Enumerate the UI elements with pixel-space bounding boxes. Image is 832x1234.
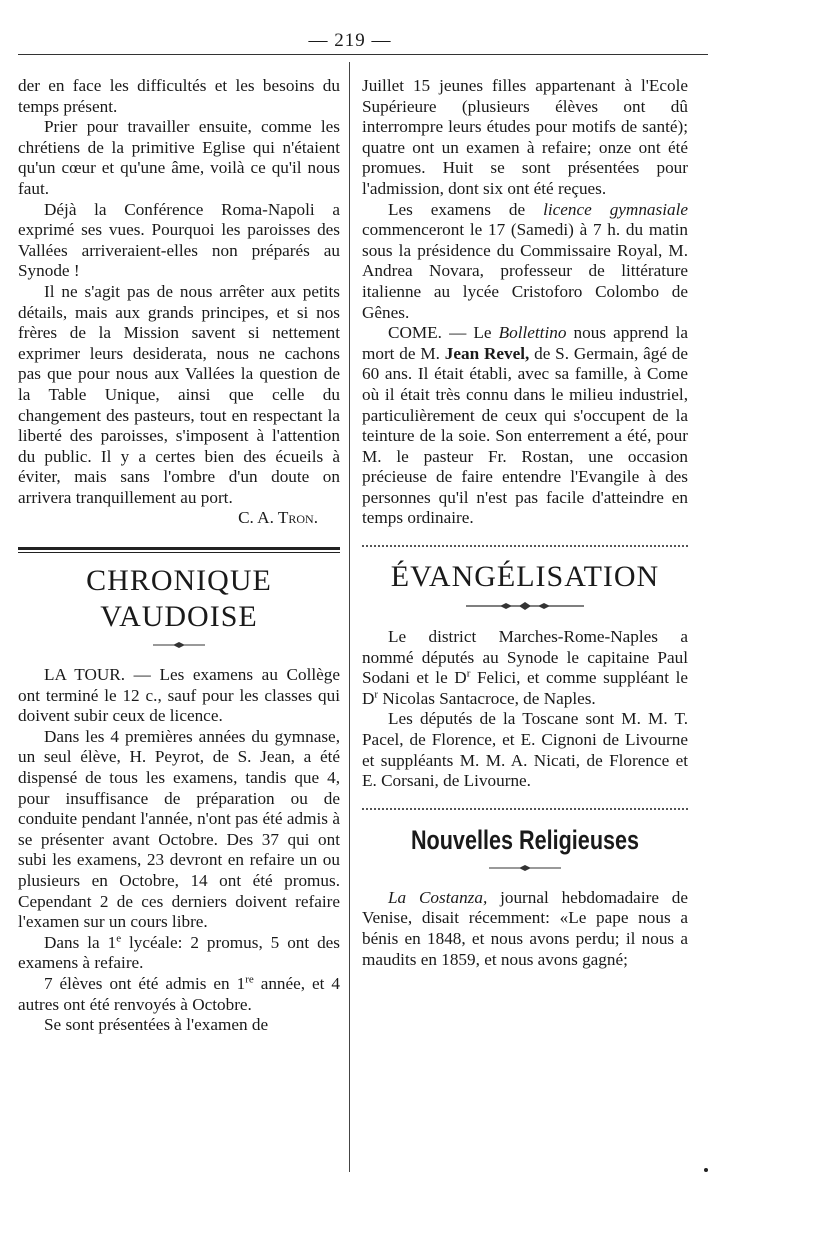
- ornament-divider-icon: [485, 864, 565, 872]
- paragraph: La Costanza, journal hebdomadaire de Venise, disait récemment: «Le pape nous a bénis en 1848, et nous avons perdu; il nous a maudits en 1859, et nous avons gagné;: [362, 887, 688, 969]
- paragraph: COME. — Le Bollettino nous apprend la mort de M. Jean Revel, de S. Germain, âgé de 60 ans. Il était établi, avec sa famille, à Come où il était très connu dans le milieu industriel, particulièrement de ceux qui s'occupent de la teinture de la soie. Son enterrement a été, pour M. le pasteur Fr. Rostan, une occasion précieuse de faire entendre l'Evangile à des personnes qu'il n'est pas facile d'atteindre en temps ordinaire.: [362, 323, 688, 528]
- section-rule: [18, 547, 340, 553]
- paragraph: Dans la 1e lycéale: 2 promus, 5 ont des examens à refaire.: [18, 932, 340, 973]
- section-rule: [362, 545, 688, 547]
- page-header: [0, 26, 832, 66]
- section-title-evangelisation: ÉVANGÉLISATION: [390, 560, 660, 594]
- section-title-chronique: CHRONIQUE VAUDOISE: [86, 564, 272, 634]
- paragraph: der en face les difficultés et les besoins du temps présent.: [18, 76, 340, 116]
- paragraph: Se sont présentées à l'examen de: [44, 1015, 269, 1035]
- paragraph: 7 élèves ont été admis en 1re année, et 4 autres ont été renvoyés à Octobre.: [18, 973, 340, 1014]
- paragraph: Il ne s'agit pas de nous arrêter aux petits détails, mais aux grands principes, et si nos frères de la Mission savent si nettement exprimer leurs desiderata, nous ne cachons pas que pour nous aux Vallées la question de la Table Unique, ainsi que celle du changement des pasteurs, tout en respectant la liberté des paroisses, s'imposent à l'attention du public. Il y a certes bien des écueils à éviter, mais sans l'ombre d'un doute on arrivera tranquillement au port.: [18, 281, 340, 507]
- paragraph: Dans les 4 premières années du gymnase, un seul élève, H. Peyrot, de S. Jean, a été dispensé de tous les examens, tandis que 4, pour insuffisance de préparation ou de conduite pendant l'année, n'ont pas été admis à se présenter avant Octobre. Des 37 qui ont subi les examens, 23 devront en refaire un ou plusieurs en Octobre, 14 ont été promus. Cependant 2 de ces derniers doivent refaire l'examen sur un cours libre.: [18, 726, 340, 932]
- paragraph: Déjà la Conférence Roma-Napoli a exprimé ses vues. Pourquoi les paroisses des Vallées arriveraient-elles non préparés au Synode !: [18, 199, 340, 281]
- ink-speck: [704, 1168, 708, 1172]
- signature: C. A. Tron.: [238, 508, 318, 528]
- paragraph: Les examens de licence gymnasiale commenceront le 17 (Samedi) à 7 h. du matin sous la présidence du Commissaire Royal, M. Andrea Novara, professeur de littérature italienne au lycée Cristoforo Colombo de Gênes.: [362, 199, 688, 322]
- paragraph: Prier pour travailler ensuite, comme les chrétiens de la primitive Eglise qui n'étaient qu'un cœur et qu'une âme, voilà ce qu'il nous faut.: [18, 117, 340, 198]
- section-title-nouvelles: Nouvelles Religieuses: [410, 824, 640, 855]
- ornament-divider-icon: [149, 641, 209, 649]
- left-column: [18, 76, 340, 1036]
- lead-place: COME.: [388, 323, 442, 343]
- header-rule: [18, 54, 708, 55]
- paragraph: Le district Marches-Rome-Naples a nommé députés au Synode le capitaine Paul Sodani et le $D^r$ Felici, et comme suppléant le $D^r$ Nicolas Santacroce, de Naples.: [362, 627, 688, 708]
- page-number: — 219 —: [308, 30, 392, 51]
- paragraph: Juillet 15 jeunes filles appartenant à l'Ecole Supérieure (plusieurs élèves ont dû interrompre leurs études pour motifs de santé); quatre ont un examen à refaire; onze ont été promues. Huit se sont présentées pour l'admission, dont six ont été reçues.: [362, 76, 688, 198]
- section-rule: [362, 808, 688, 810]
- lead-place: LA TOUR.: [44, 665, 126, 685]
- paragraph: LA TOUR. — Les examens au Collège ont terminé le 12 c., sauf pour les classes qui doivent subir ceux de licence.: [18, 665, 340, 726]
- column-divider: [349, 62, 350, 1172]
- right-column: [362, 76, 688, 970]
- paragraph: Les députés de la Toscane sont M. M. T. Pacel, de Florence, et E. Cignoni de Livourne et suppléants M. M. A. Nicati, de Florence et E. Corsani, de Livourne.: [362, 709, 688, 791]
- ornament-divider-icon: [460, 601, 590, 611]
